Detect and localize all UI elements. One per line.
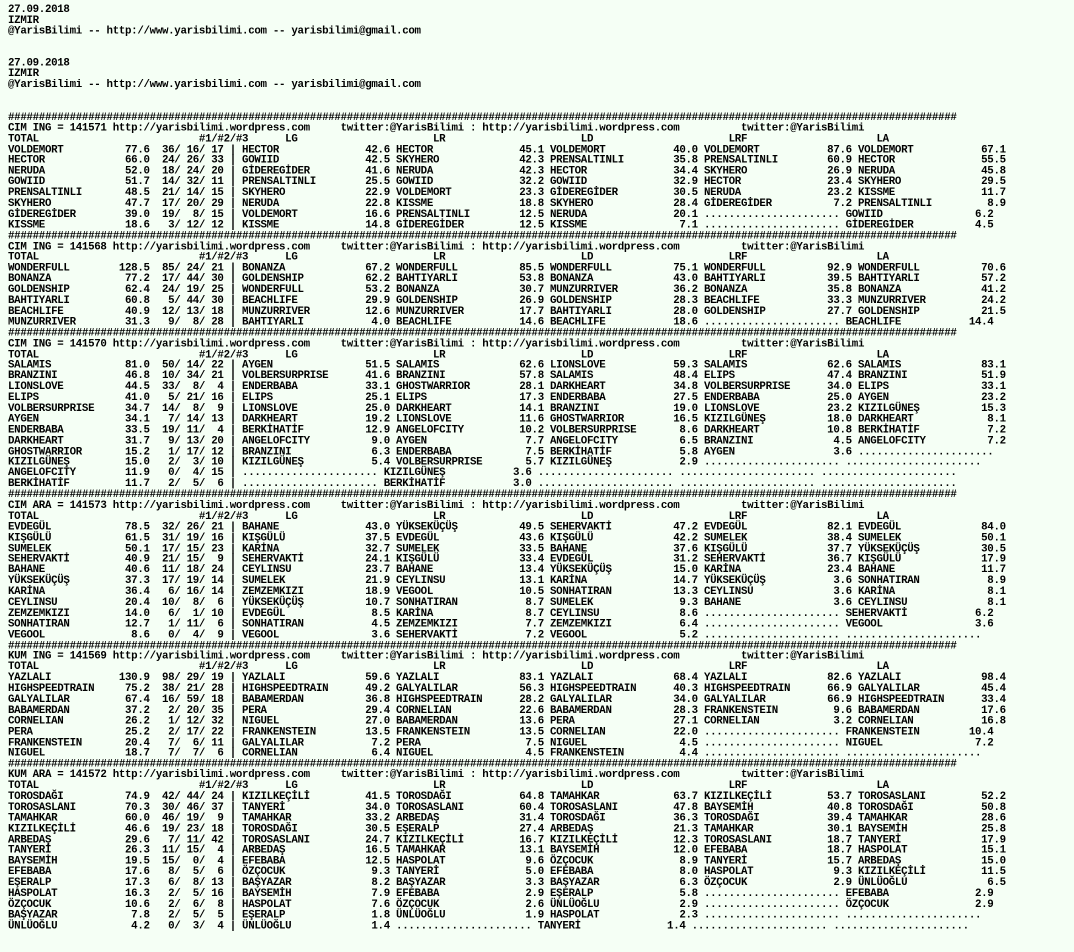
column-header: TOTAL #1/#2/#3 LG LR LD LRF LA [8, 348, 889, 361]
table-row: SEHERVAKTİ 40.9 21/ 15/ 9 | SEHERVAKTİ 24.1 KIŞGÜLÜ 33.4 EVDEGÜL 31.2 SEHERVAKTİ 36.7 KIŞGÜLÜ 17.9 [8, 553, 1006, 566]
column-header: TOTAL #1/#2/#3 LG LR LD LRF LA [8, 133, 889, 146]
table-row: HIGHSPEEDTRAIN 75.2 38/ 21/ 28 | HIGHSPEEDTRAIN 49.2 GALYALILAR 56.3 HIGHSPEEDTRAIN 40.3 HIGHSPEEDTRAIN 66.9 GALYALILAR 45.4 [8, 683, 1006, 696]
table-row: HASPOLAT 16.3 2/ 5/ 16 | BAYSEMİH 7.9 EFEBABA 2.9 EŞERALP 5.8 ...................... EFEBABA 2.9 [8, 888, 994, 900]
table-row: BONANZA 77.2 17/ 44/ 30 | GOLDENSHIP 62.2 BAHTIYARLI 53.8 BONANZA 43.0 BAHTIYARLI 39.5 BAHTIYARLI 57.2 [8, 273, 1006, 286]
table-row: CEYLINSU 20.4 10/ 8/ 6 | YÜKSEKÜÇÜŞ 10.7 SONHATIRAN 8.7 SUMELEK 9.3 BAHANE 3.6 CEYLINSU 8.1 [8, 596, 1006, 609]
table-row: TAMAHKAR 60.0 46/ 19/ 9 | TAMAHKAR 33.2 ARBEDAŞ 31.4 TOROSDAĞI 36.3 TOROSDAĞI 39.4 TAMAHKAR 28.6 [8, 812, 1006, 825]
table-row: BAYSEMİH 19.5 15/ 0/ 4 | EFEBABA 12.5 HASPOLAT 9.6 ÖZÇOCUK 8.9 TANYERİ 15.7 ARBEDAŞ 15.0 [8, 855, 1006, 868]
table-row: GHOSTWARRIOR 15.2 1/ 17/ 12 | BRANZINI 6.3 ENDERBABA 7.5 BERKİHATİF 5.8 AYGEN 3.6 ...................... [8, 446, 994, 458]
table-row: CORNELIAN 26.2 1/ 12/ 32 | NIGUEL 27.0 BABAMERDAN 13.6 PERA 27.1 CORNELIAN 3.2 CORNELIAN 16.8 [8, 715, 1006, 728]
table-row: TANYERİ 26.3 11/ 15/ 4 | ARBEDAŞ 16.5 TAMAHKAR 13.1 BAYSEMİH 12.0 EFEBABA 18.7 HASPOLAT 15.1 [8, 844, 1006, 857]
header-city: IZMIR [8, 68, 39, 81]
separator-line: ########################################################################################################################################################## [8, 230, 957, 243]
table-row: ZEMZEMKIZI 14.0 6/ 1/ 10 | EVDEGÜL 8.5 KARİNA 8.7 CEYLINSU 8.6 ...................... SEHERVAKTİ 6.2 [8, 607, 994, 620]
table-row: EFEBABA 17.6 8/ 5/ 6 | ÖZÇOCUK 9.3 TANYERİ 5.0 EFEBABA 8.0 HASPOLAT 9.3 KIZILKEÇİLİ 11.5 [8, 866, 1006, 879]
table-row: BEACHLIFE 40.9 12/ 13/ 18 | MUNZURRIVER 12.6 MUNZURRIVER 17.7 BAHTIYARLI 28.0 GOLDENSHIP 27.7 GOLDENSHIP 21.5 [8, 305, 1006, 318]
header-city: IZMIR [8, 14, 39, 27]
race-title: CIM ING = 141571 http://yarisbilimi.wordpress.com twitter:@YarisBilimi : http://yarisbilimi.wordpress.com twitter:@YarisBilimi [8, 122, 865, 135]
table-row: VOLDEMORT 77.6 36/ 16/ 17 | HECTOR 42.6 HECTOR 45.1 VOLDEMORT 40.0 VOLDEMORT 87.6 VOLDEMORT 67.1 [8, 144, 1006, 157]
table-row: EVDEGÜL 78.5 32/ 26/ 21 | BAHANE 43.0 YÜKSEKÜÇÜŞ 49.5 SEHERVAKTİ 47.2 EVDEGÜL 82.1 EVDEGÜL 84.0 [8, 521, 1006, 534]
table-row: ÖZÇOCUK 10.6 2/ 6/ 8 | HASPOLAT 7.6 ÖZÇOCUK 2.6 ÜNLÜOĞLU 2.9 ...................... ÖZÇOCUK 2.9 [8, 898, 994, 911]
table-row: KARİNA 36.4 6/ 16/ 14 | ZEMZEMKIZI 18.9 VEGOOL 10.5 SONHATIRAN 13.3 CEYLINSU 3.6 KARİNA 8.1 [8, 586, 1006, 599]
table-row: PERA 25.2 2/ 17/ 22 | FRANKENSTEIN 13.5 FRANKENSTEIN 13.5 CORNELIAN 22.0 ...................... FRANKENSTEIN 10.4 [8, 726, 994, 739]
table-row: BAŞYAZAR 7.8 2/ 5/ 5 | EŞERALP 1.8 ÜNLÜOĞLU 1.9 HASPOLAT 2.3 ...................... ...................... [8, 909, 982, 922]
table-row: WONDERFULL 128.5 85/ 24/ 21 | BONANZA 67.2 WONDERFULL 85.5 WONDERFULL 75.1 WONDERFULL 92.9 WONDERFULL 70.6 [8, 262, 1006, 275]
separator-line: ########################################################################################################################################################## [8, 758, 957, 771]
table-row: LIONSLOVE 44.5 33/ 8/ 4 | ENDERBABA 33.1 GHOSTWARRIOR 28.1 DARKHEART 34.8 VOLBERSURPRISE 34.0 ELIPS 33.1 [8, 381, 1006, 394]
table-row: BAHANE 40.6 11/ 18/ 24 | CEYLINSU 23.7 BAHANE 13.4 YÜKSEKÜÇÜŞ 15.0 KARİNA 23.4 BAHANE 11.7 [8, 564, 1006, 577]
table-row: SUMELEK 50.1 17/ 15/ 23 | KARİNA 32.7 SUMELEK 33.5 BAHANE 37.6 KIŞGÜLÜ 37.7 YÜKSEKÜÇÜŞ 30.5 [8, 543, 1006, 555]
table-row: PRENSALTINLI 48.5 21/ 14/ 15 | SKYHERO 22.9 VOLDEMORT 23.3 GİDEREGİDER 30.5 NERUDA 23.2 KISSME 11.7 [8, 187, 1006, 200]
table-row: BAHTIYARLI 60.8 5/ 44/ 30 | BEACHLIFE 29.9 GOLDENSHIP 26.9 GOLDENSHIP 28.3 BEACHLIFE 33.3 MUNZURRIVER 24.2 [8, 295, 1006, 307]
blank-line [8, 91, 1074, 102]
blank-line [8, 48, 1074, 59]
blank-line [8, 37, 1074, 48]
table-row: YÜKSEKÜÇÜŞ 37.3 17/ 19/ 14 | SUMELEK 21.9 CEYLINSU 13.1 KARİNA 14.7 YÜKSEKÜÇÜŞ 3.6 SONHATIRAN 8.9 [8, 575, 1006, 588]
race-sections [8, 113, 1074, 932]
table-row: ARBEDAŞ 29.6 7/ 11/ 42 | TOROSASLANI 24.7 KIZILKEÇİLİ 16.7 KIZILKEÇİLİ 12.3 TOROSASLANI 18.7 TANYERİ 17.9 [8, 834, 1006, 847]
table-row: GOLDENSHIP 62.4 24/ 19/ 25 | WONDERFULL 53.2 BONANZA 30.7 MUNZURRIVER 36.2 BONANZA 35.8 BONANZA 41.2 [8, 284, 1006, 297]
race-title: CIM ING = 141568 http://yarisbilimi.wordpress.com twitter:@YarisBilimi : http://yarisbilimi.wordpress.com twitter:@YarisBilimi [8, 241, 865, 254]
table-row: KISSME 18.6 3/ 12/ 12 | KISSME 14.8 GİDEREGİDER 12.5 KISSME 7.1 ...................... GİDEREGİDER 4.5 [8, 219, 994, 232]
table-row: VEGOOL 8.6 0/ 4/ 9 | VEGOOL 3.6 SEHERVAKTİ 7.2 VEGOOL 5.2 ...................... ...................... [8, 629, 982, 642]
table-row: NIGUEL 18.7 7/ 7/ 6 | CORNELIAN 6.4 NIGUEL 4.5 FRANKENSTEIN 4.4 ...................... ...................... [8, 747, 982, 760]
table-row: VOLBERSURPRISE 34.7 14/ 8/ 9 | LIONSLOVE 25.0 DARKHEART 14.1 BRANZINI 19.0 LIONSLOVE 23.2 KIZILGÜNEŞ 15.3 [8, 402, 1006, 415]
race-title: KUM ING = 141569 http://yarisbilimi.wordpress.com twitter:@YarisBilimi : http://yarisbilimi.wordpress.com twitter:@YarisBilimi [8, 650, 865, 663]
table-row: YAZLALI 130.9 98/ 29/ 19 | YAZLALI 59.6 YAZLALI 83.1 YAZLALI 68.4 YAZLALI 82.6 YAZLALI 98.4 [8, 672, 1006, 685]
table-row: EŞERALP 17.3 6/ 8/ 13 | BAŞYAZAR 8.2 BAŞYAZAR 3.3 BAŞYAZAR 6.3 ÖZÇOCUK 2.9 ÜNLÜOĞLU 6.5 [8, 877, 1006, 890]
table-row: KIŞGÜLÜ 61.5 31/ 19/ 16 | KIŞGÜLÜ 37.5 EVDEGÜL 43.6 KIŞGÜLÜ 42.2 SUMELEK 38.4 SUMELEK 50.1 [8, 532, 1006, 545]
table-row: KIZILGÜNEŞ 15.0 2/ 3/ 10 | KIZILGÜNEŞ 5.4 VOLBERSURPRISE 5.7 KIZILGÜNEŞ 2.9 ...................... ...................... [8, 456, 982, 469]
table-row: GOWIID 51.7 14/ 32/ 11 | PRENSALTINLI 25.5 GOWIID 32.2 GOWIID 32.9 HECTOR 23.4 SKYHERO 29.5 [8, 176, 1006, 189]
separator-line: ########################################################################################################################################################## [8, 489, 957, 502]
column-header: TOTAL #1/#2/#3 LG LR LD LRF LA [8, 661, 889, 674]
header-date: 27.09.2018 [8, 3, 70, 16]
table-row: ÜNLÜOĞLU 4.2 0/ 3/ 4 | ÜNLÜOĞLU 1.4 ...................... TANYERİ 1.4 ...................... ...................... [8, 920, 969, 933]
race-title: KUM ARA = 141572 http://yarisbilimi.wordpress.com twitter:@YarisBilimi : http://yarisbilimi.wordpress.com twitter:@YarisBilimi [8, 769, 865, 782]
column-header: TOTAL #1/#2/#3 LG LR LD LRF LA [8, 251, 889, 264]
table-row: SALAMIS 81.0 50/ 14/ 22 | AYGEN 51.5 SALAMIS 62.6 LIONSLOVE 59.3 SALAMIS 62.6 SALAMIS 83.1 [8, 359, 1006, 372]
table-row: TOROSDAĞI 74.9 42/ 44/ 24 | KIZILKEÇİLİ 41.5 TOROSDAĞI 64.8 TAMAHKAR 63.7 KIZILKEÇİLİ 53.7 TOROSASLANI 52.2 [8, 791, 1006, 803]
table-row: SONHATIRAN 12.7 1/ 11/ 6 | SONHATIRAN 4.5 ZEMZEMKIZI 7.7 ZEMZEMKIZI 6.4 ...................... VEGOOL 3.6 [8, 618, 994, 631]
table-row: BRANZINI 46.8 10/ 34/ 21 | VOLBERSURPRISE 41.6 BRANZINI 57.8 SALAMIS 48.4 ELIPS 47.4 BRANZINI 51.9 [8, 370, 1006, 383]
separator-line: ########################################################################################################################################################## [8, 640, 957, 652]
table-row: NERUDA 52.0 18/ 24/ 20 | GİDEREGİDER 41.6 NERUDA 42.3 HECTOR 34.4 SKYHERO 26.9 NERUDA 45.8 [8, 165, 1006, 178]
column-header: TOTAL #1/#2/#3 LG LR LD LRF LA [8, 780, 889, 793]
separator-line: ########################################################################################################################################################## [8, 327, 957, 340]
header-contact: @YarisBilimi -- http://www.yarisbilimi.com -- yarisbilimi@gmail.com [8, 79, 421, 92]
table-row: TOROSASLANI 70.3 30/ 46/ 37 | TANYERİ 34.0 TOROSASLANI 60.4 TOROSASLANI 47.8 BAYSEMİH 40.8 TOROSDAĞI 50.8 [8, 801, 1006, 814]
table-row: MUNZURRIVER 31.3 9/ 8/ 28 | BAHTIYARLI 4.0 BEACHLIFE 14.6 BEACHLIFE 18.6 ...................... BEACHLIFE 14.4 [8, 316, 994, 329]
table-row: BABAMERDAN 37.2 2/ 20/ 35 | PERA 29.4 CORNELIAN 22.6 BABAMERDAN 28.3 FRANKENSTEIN 9.6 BABAMERDAN 17.6 [8, 704, 1006, 717]
separator-line: ########################################################################################################################################################## [8, 111, 957, 124]
table-row: ENDERBABA 33.5 19/ 11/ 4 | BERKİHATİF 12.9 ANGELOFCITY 10.2 VOLBERSURPRISE 8.6 DARKHEART 10.8 BERKİHATİF 7.2 [8, 424, 1006, 437]
header-date: 27.09.2018 [8, 57, 70, 70]
table-row: ELIPS 41.0 5/ 21/ 16 | ELIPS 25.1 ELIPS 17.3 ENDERBABA 27.5 ENDERBABA 25.0 AYGEN 23.2 [8, 392, 1006, 404]
table-row: KIZILKEÇİLİ 46.6 19/ 23/ 18 | TOROSDAĞI 30.5 EŞERALP 27.4 ARBEDAŞ 21.3 TAMAHKAR 30.1 BAYSEMİH 25.8 [8, 823, 1006, 836]
table-row: ANGELOFCITY 11.9 0/ 4/ 15 | ...................... KIZILGÜNEŞ 3.6 ...................... ...................... ...................... [8, 467, 957, 480]
table-row: AYGEN 34.1 7/ 14/ 13 | DARKHEART 19.2 LIONSLOVE 11.6 GHOSTWARRIOR 16.5 KIZILGÜNEŞ 18.0 DARKHEART 8.1 [8, 413, 1006, 426]
table-row: DARKHEART 31.7 9/ 13/ 20 | ANGELOFCITY 9.0 AYGEN 7.7 ANGELOFCITY 6.5 BRANZINI 4.5 ANGELOFCITY 7.2 [8, 435, 1006, 448]
race-title: CIM ING = 141570 http://yarisbilimi.wordpress.com twitter:@YarisBilimi : http://yarisbilimi.wordpress.com twitter:@YarisBilimi [8, 338, 865, 351]
table-row: GALYALILAR 67.4 16/ 59/ 18 | BABAMERDAN 36.8 HIGHSPEEDTRAIN 28.2 GALYALILAR 34.0 GALYALILAR 66.9 HIGHSPEEDTRAIN 33.4 [8, 693, 1006, 706]
header-contact: @YarisBilimi -- http://www.yarisbilimi.com -- yarisbilimi@gmail.com [8, 25, 421, 38]
race-title: CIM ARA = 141573 http://yarisbilimi.wordpress.com twitter:@YarisBilimi : http://yarisbilimi.wordpress.com twitter:@YarisBilimi [8, 499, 865, 512]
table-row: FRANKENSTEIN 20.4 7/ 6/ 11 | GALYALILAR 7.2 PERA 7.5 NIGUEL 4.5 ...................... NIGUEL 7.2 [8, 737, 994, 749]
table-row: BERKİHATİF 11.7 2/ 5/ 6 | ...................... BERKİHATİF 3.0 ...................... ...................... ...................... [8, 478, 957, 491]
table-row: GİDEREGİDER 39.0 19/ 8/ 15 | VOLDEMORT 16.6 PRENSALTINLI 12.5 NERUDA 20.1 ...................... GOWIID 6.2 [8, 208, 994, 221]
column-header: TOTAL #1/#2/#3 LG LR LD LRF LA [8, 510, 889, 523]
table-row: HECTOR 66.0 24/ 26/ 33 | GOWIID 42.5 SKYHERO 42.3 PRENSALTINLI 35.8 PRENSALTINLI 60.9 HECTOR 55.5 [8, 154, 1006, 167]
table-row: SKYHERO 47.7 17/ 20/ 29 | NERUDA 22.8 KISSME 18.8 SKYHERO 28.4 GİDEREGİDER 7.2 PRENSALTINLI 8.9 [8, 198, 1006, 210]
